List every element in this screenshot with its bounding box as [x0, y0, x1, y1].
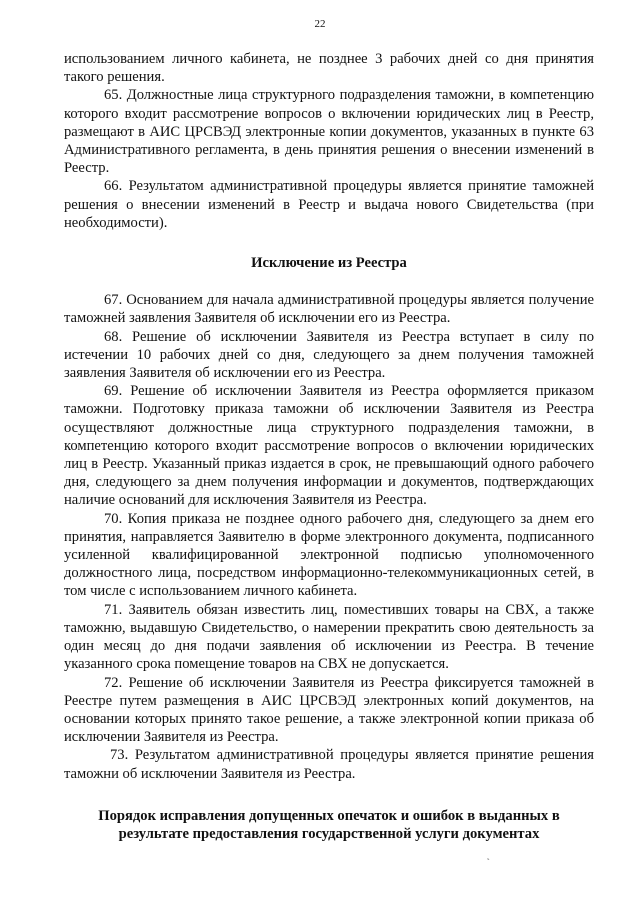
paragraph-68: 68. Решение об исключении Заявителя из Реестра вступает в силу по истечении 10 рабочих дней со дня, следующего за днем получения таможней заявления Заявителя об исключении его из Реестра.: [64, 328, 594, 382]
paragraph-69: 69. Решение об исключении Заявителя из Реестра оформляется приказом таможни. Подготовку приказа таможни об исключении Заявителя из Реестра осуществляют должностные лица структурного подразделения таможни, в компетенцию которого входит рассмотрение вопросов о включении юридических лиц в Реестр. Указанный приказ издается в срок, не превышающий одного рабочего дня, следующего за днем получения информации и документов, подтверждающих наличие оснований для исключения Заявителя из Реестра.: [64, 383, 594, 509]
section-heading-corrections: Порядок исправления допущенных опечаток и ошибок в выданных в результате предоставления государственной услуги документах: [98, 807, 560, 843]
paragraph-70: 70. Копия приказа не позднее одного рабочего дня, следующего за днем его принятия, направляется Заявителю в форме электронного документа, подписанного усиленной квалифицированной электронной подписью уполномоченного должностного лица, посредством информационно-телекоммуникационных сетей, в том числе с использованием личного кабинета.: [64, 510, 594, 600]
section-heading-exclusion: Исключение из Реестра: [251, 255, 407, 272]
paragraph-72: 72. Решение об исключении Заявителя из Реестра фиксируется таможней в Реестре путем размещения в АИС ЦРСВЭД электронных копий документов, на основании которых принято такое решение, а также электронной копии приказа об исключении Заявителя из Реестра.: [64, 674, 594, 746]
paragraph-67: 67. Основанием для начала административной процедуры является получение таможней заявления Заявителя об исключении его из Реестра.: [64, 292, 594, 327]
paragraph-73: 73. Результатом административной процедуры является принятие решения таможни об исключении Заявителя из Реестра.: [64, 747, 594, 782]
document-body: [64, 50, 594, 844]
page-number: 22: [314, 18, 326, 30]
paragraph-continuation: использованием личного кабинета, не позднее 3 рабочих дней со дня принятия такого решения.: [64, 51, 594, 86]
paragraph-66: 66. Результатом административной процедуры является принятие таможней решения о внесении изменений в Реестр и выдача нового Свидетельства (при необходимости).: [64, 178, 594, 231]
scan-speck-icon: ˛: [487, 850, 490, 860]
paragraph-71: 71. Заявитель обязан известить лиц, поместивших товары на СВХ, а также таможню, выдавшую Свидетельство, о намерении прекратить свою деятельность за один месяц до дня подачи заявления об исключении из Реестра. В течение указанного срока помещение товаров на СВХ не допускается.: [64, 601, 594, 673]
paragraph-65: 65. Должностные лица структурного подразделения таможни, в компетенцию которого входит рассмотрение вопросов о включении юридических лиц в Реестр, размещают в АИС ЦРСВЭД электронные копии документов, указанных в пункте 63 Административного регламента, в день принятия решения о внесении изменений в Реестр.: [64, 87, 594, 177]
